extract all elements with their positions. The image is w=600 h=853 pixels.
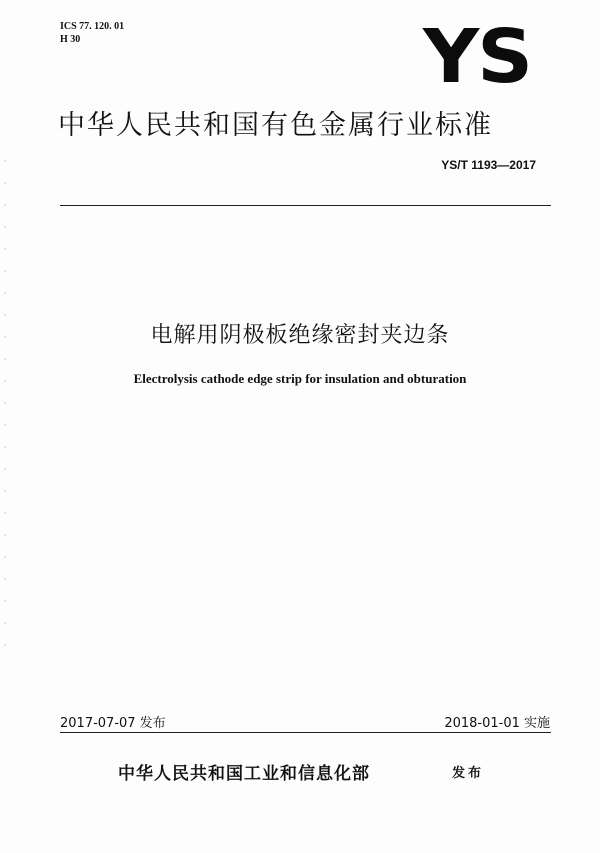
ys-logo: YS [422, 14, 532, 100]
category-code: H 30 [60, 34, 81, 45]
publish-label: 发布 [452, 766, 485, 781]
issue-date: 2017-07-07 发布 [60, 716, 166, 731]
classification-codes [60, 20, 124, 46]
binding-edge-marks [3, 150, 7, 650]
standard-title: 中华人民共和国有色金属行业标准 [58, 110, 493, 141]
publisher-name: 中华人民共和国工业和信息化部 [118, 764, 370, 784]
header-divider [60, 205, 551, 206]
footer-divider [60, 732, 551, 733]
implementation-date: 2018-01-01 实施 [444, 716, 550, 731]
standard-number: YS/T 1193—2017 [441, 158, 536, 172]
document-title-english: Electrolysis cathode edge strip for insulation and obturation [133, 371, 467, 386]
document-title-chinese: 电解用阴极板绝缘密封夹边条 [150, 323, 450, 348]
ics-code: ICS 77. 120. 01 [60, 21, 125, 32]
